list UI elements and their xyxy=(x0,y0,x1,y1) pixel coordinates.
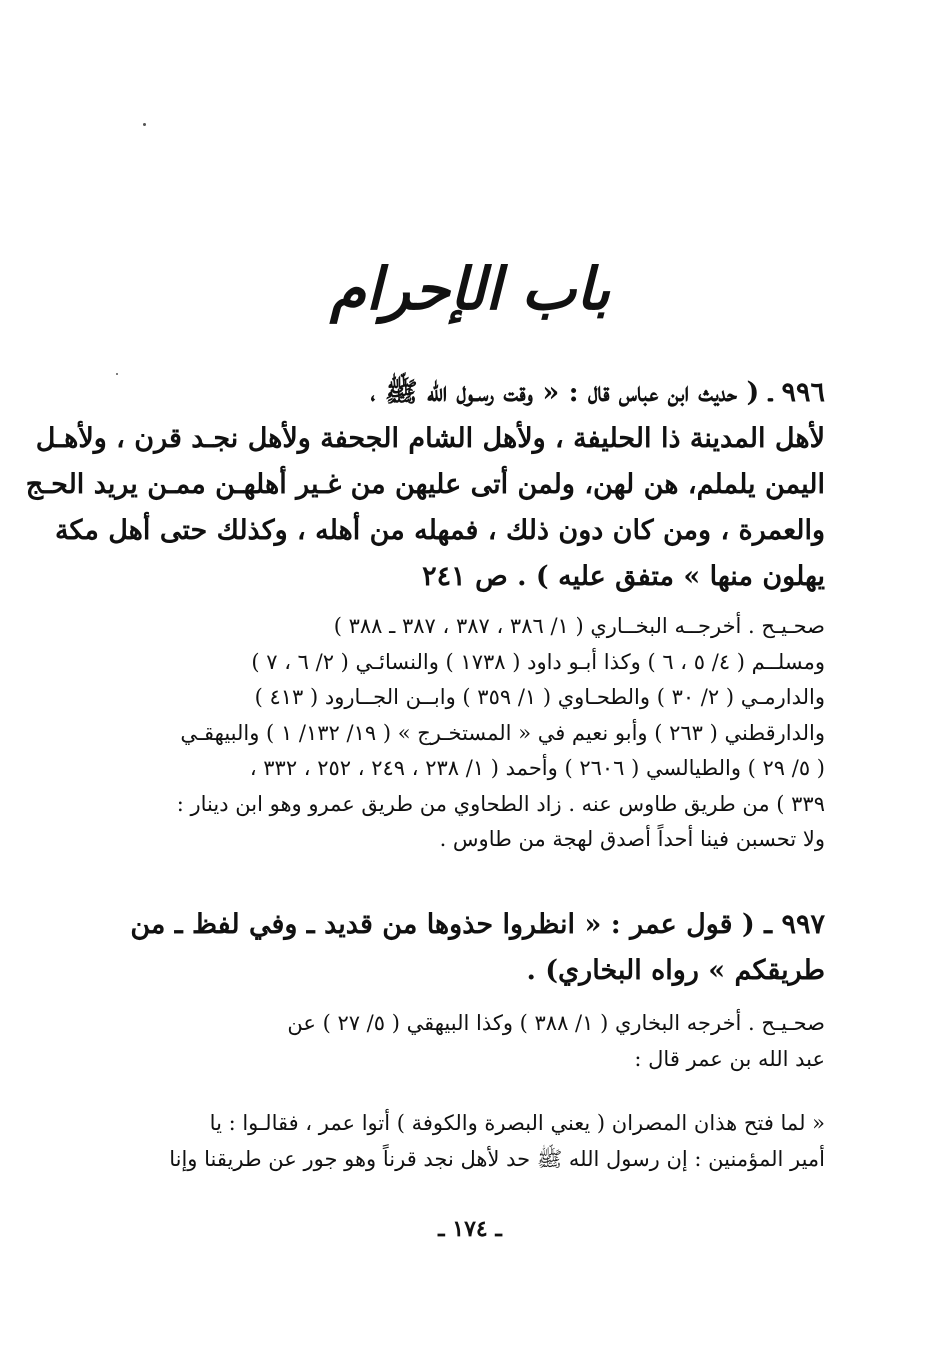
chapter-title: باب الإحرام xyxy=(330,255,610,323)
text-line: ولا تحسبن فينا أحداً أصدق لهجة من طاوس . xyxy=(439,827,825,851)
quote-997 xyxy=(113,1106,825,1177)
scan-speck xyxy=(143,123,146,126)
text-line: والعمرة ، ومن كان دون ذلك ، فمهله من أهله ، وكذلك حتى أهل مكة xyxy=(54,515,825,546)
text-line: طريقكم » رواه البخاري) . xyxy=(526,955,825,986)
text-line: ( ٥/ ٢٩ ) والطيالسي ( ٢٦٠٦ ) وأحمد ( ١/ ٢٣٨ ، ٢٤٩ ، ٢٥٢ ، ٣٣٢ ، xyxy=(249,756,825,780)
text-line: ٣٣٩ ) من طريق طاوس عنه . زاد الطحاوي من طريق عمرو وهو ابن دينار : xyxy=(176,791,825,816)
text-line: والدارمـي ( ٢/ ٣٠ ) والطحـاوي ( ١/ ٣٥٩ ) وابــن الجــارود ( ٤١٣ ) xyxy=(254,685,825,709)
hadith-997 xyxy=(113,902,825,994)
commentary-996 xyxy=(113,609,825,858)
text-line: ٩٩٦ ـ ( حديث ابن عباس قال : « وقت رسـول الله ﷺ ، xyxy=(370,377,825,408)
commentary-997 xyxy=(113,1006,825,1077)
text-line: أمير المؤمنين : إن رسول الله ﷺ حد لأهل نجد قرناً وهو جور عن طريقنا وإنا xyxy=(169,1146,825,1171)
text-line: ٩٩٧ ـ ( قول عمر : « انظروا حذوها من قديد ـ وفي لفظ ـ من xyxy=(130,909,825,940)
text-line: « لما فتح هذان المصران ( يعني البصرة والكوفة ) أتوا عمر ، فقالـوا : يا xyxy=(209,1111,825,1135)
text-line: لأهل المدينة ذا الحليفة ، ولأهل الشام الجحفة ولأهل نجـد قرن ، ولأهـل xyxy=(35,423,825,454)
page-number: ـ ١٧٤ ـ xyxy=(438,1216,502,1242)
text-line: صحـيـح . أخرجه البخاري ( ١/ ٣٨٨ ) وكذا البيهقي ( ٥/ ٢٧ ) عن xyxy=(287,1011,825,1035)
text-line: والدارقطني ( ٢٦٣ ) وأبو نعيم في « المستخـرج » ( ١٩/ ١٣٢/ ١ ) والبيهقـي xyxy=(180,720,825,745)
text-line: اليمن يلملم، هن لهن، ولمن أتى عليهن من غـير أهلهـن ممـن يريد الحـج xyxy=(25,469,825,500)
text-line: ومسلــم ( ٤/ ٥ ، ٦ ) وكذا أبـو داود ( ١٧٣٨ ) والنسائـي ( ٢/ ٦ ، ٧ ) xyxy=(251,649,825,674)
text-line: يهلون منها » متفق عليه ) . ص ٢٤١ xyxy=(422,561,825,592)
hadith-996 xyxy=(25,370,825,600)
text-line: صحـيـح . أخرجــه البخــاري ( ١/ ٣٨٦ ، ٣٨٧ ، ٣٨٧ ـ ٣٨٨ ) xyxy=(333,614,825,638)
text-line: عبد الله بن عمر قال : xyxy=(634,1046,825,1071)
